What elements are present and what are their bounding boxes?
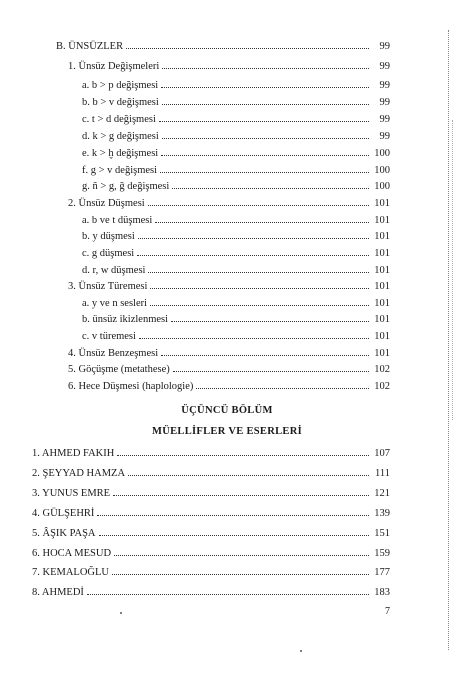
toc-entry [82,297,390,311]
author-entry [32,586,390,600]
author-entry-label: 5. ÂŞIK PAŞA [32,528,96,539]
section-heading: ÜÇÜNCÜ BÖLÜM [181,405,273,416]
toc-entry-label: c. g düşmesi [82,248,135,259]
dot-leader [139,337,369,339]
dot-leader [196,387,369,389]
scan-speck [300,650,302,652]
author-entry [32,467,390,481]
author-entry-label: 1. AHMED FAKIH [32,448,115,459]
dot-leader [155,221,369,223]
toc-entry-page: 102 [374,364,390,375]
dot-leader [171,320,369,322]
toc-entry-label: c. t > d değişmesi [82,114,156,125]
toc-entry [68,60,390,74]
dot-leader [159,120,369,122]
toc-entry-page: 101 [374,281,390,292]
dot-leader [126,47,369,49]
dot-leader [161,154,369,156]
dot-leader [162,137,369,139]
toc-entry [68,363,390,377]
toc-entry-label: a. y ve n sesleri [82,298,148,309]
dot-leader [138,237,369,239]
toc-entry-label: c. v türemesi [82,331,136,342]
toc-entry [68,280,390,294]
author-entry [32,547,390,561]
toc-entry [82,330,390,344]
author-entry-page: 107 [374,448,390,459]
dot-leader [162,67,369,69]
toc-entry [82,247,390,261]
toc-entry-page: 99 [379,114,390,125]
toc-entry-label: 1. Ünsüz Değişmeleri [68,61,160,72]
author-entry-label: 2. ŞEYYAD HAMZA [32,468,126,479]
toc-entry [82,264,390,278]
toc-entry-page: 101 [374,298,390,309]
toc-entry [82,164,390,178]
dot-leader [87,593,369,595]
toc-entry-page: 101 [374,198,390,209]
section-subheading: MÜELLİFLER VE ESERLERİ [152,426,302,437]
dot-leader [161,86,369,88]
scan-edge-artifact [448,30,449,650]
toc-entry-page: 99 [379,41,390,52]
toc-entry [56,40,390,54]
dot-leader [160,171,369,173]
toc-entry-label: d. k > g değişmesi [82,131,159,142]
toc-entry [82,147,390,161]
dot-leader [162,103,369,105]
toc-entry-label: a. b ve t düşmesi [82,215,153,226]
toc-entry-page: 101 [374,314,390,325]
toc-entry-label: f. g > v değişmesi [82,165,158,176]
toc-entry [82,230,390,244]
toc-entry-label: g. ñ > g, ğ değişmesi [82,181,170,192]
dot-leader [137,254,369,256]
toc-entry-label: b. ünsüz ikizlenmesi [82,314,169,325]
dot-leader [112,573,369,575]
toc-entry-label: 6. Hece Düşmesi (haplologie) [68,381,194,392]
author-entry-label: 3. YUNUS EMRE [32,488,111,499]
toc-entry-label: 5. Göçüşme (metathese) [68,364,170,375]
dot-leader [99,534,369,536]
author-entry [32,527,390,541]
toc-entry [82,313,390,327]
toc-entry-label: b. b > v değişmesi [82,97,159,108]
toc-entry-label: 3. Ünsüz Türemesi [68,281,148,292]
toc-entry-label: e. k > ḫ değişmesi [82,148,159,159]
toc-entry-page: 99 [379,61,390,72]
dot-leader [113,494,369,496]
toc-entry [82,214,390,228]
author-entry [32,507,390,521]
toc-entry-page: 99 [379,97,390,108]
author-entry-label: 4. GÜLŞEHRİ [32,508,95,519]
toc-entry-label: 4. Ünsüz Benzeşmesi [68,348,159,359]
toc-entry-page: 101 [374,215,390,226]
toc-entry [68,380,390,394]
toc-entry [82,79,390,93]
author-entry-label: 7. KEMALOĞLU [32,567,109,578]
toc-entry-page: 100 [374,181,390,192]
dot-leader [161,354,369,356]
toc-entry-page: 101 [374,248,390,259]
toc-entry [82,130,390,144]
author-entry-label: 6. HOCA MESUD [32,548,112,559]
dot-leader [117,454,369,456]
toc-entry-page: 99 [379,80,390,91]
scan-speck [120,612,122,614]
toc-entry-page: 99 [379,131,390,142]
toc-entry [82,180,390,194]
page-number: 7 [385,606,390,617]
toc-entry-label: 2. Ünsüz Düşmesi [68,198,145,209]
dot-leader [148,271,369,273]
dot-leader [150,287,369,289]
author-entry [32,566,390,580]
author-entry-label: 8. AHMEDİ [32,587,84,598]
toc-entry-page: 100 [374,165,390,176]
dot-leader [114,554,369,556]
dot-leader [97,514,369,516]
toc-entry-label: b. y düşmesi [82,231,135,242]
author-entry-page: 139 [374,508,390,519]
toc-entry-page: 101 [374,231,390,242]
dot-leader [148,204,369,206]
toc-entry-page: 101 [374,331,390,342]
toc-entry-label: d. r, w düşmesi [82,265,146,276]
toc-entry-label: B. ÜNSÜZLER [56,41,124,52]
author-entry-page: 177 [374,567,390,578]
dot-leader [172,187,369,189]
author-entry-page: 121 [374,488,390,499]
toc-entry [82,113,390,127]
toc-entry-page: 101 [374,265,390,276]
toc-entry-page: 102 [374,381,390,392]
dot-leader [173,370,369,372]
author-entry-page: 159 [374,548,390,559]
author-entry [32,487,390,501]
author-entry-page: 151 [374,528,390,539]
toc-entry-page: 100 [374,148,390,159]
author-entry-page: 111 [375,468,390,479]
dot-leader [150,304,369,306]
toc-entry-label: a. b > p değişmesi [82,80,159,91]
author-entry-page: 183 [374,587,390,598]
toc-entry [68,347,390,361]
toc-entry [68,197,390,211]
scan-edge-artifact [452,120,453,420]
dot-leader [128,474,369,476]
toc-entry [82,96,390,110]
author-entry [32,447,390,461]
toc-entry-page: 101 [374,348,390,359]
